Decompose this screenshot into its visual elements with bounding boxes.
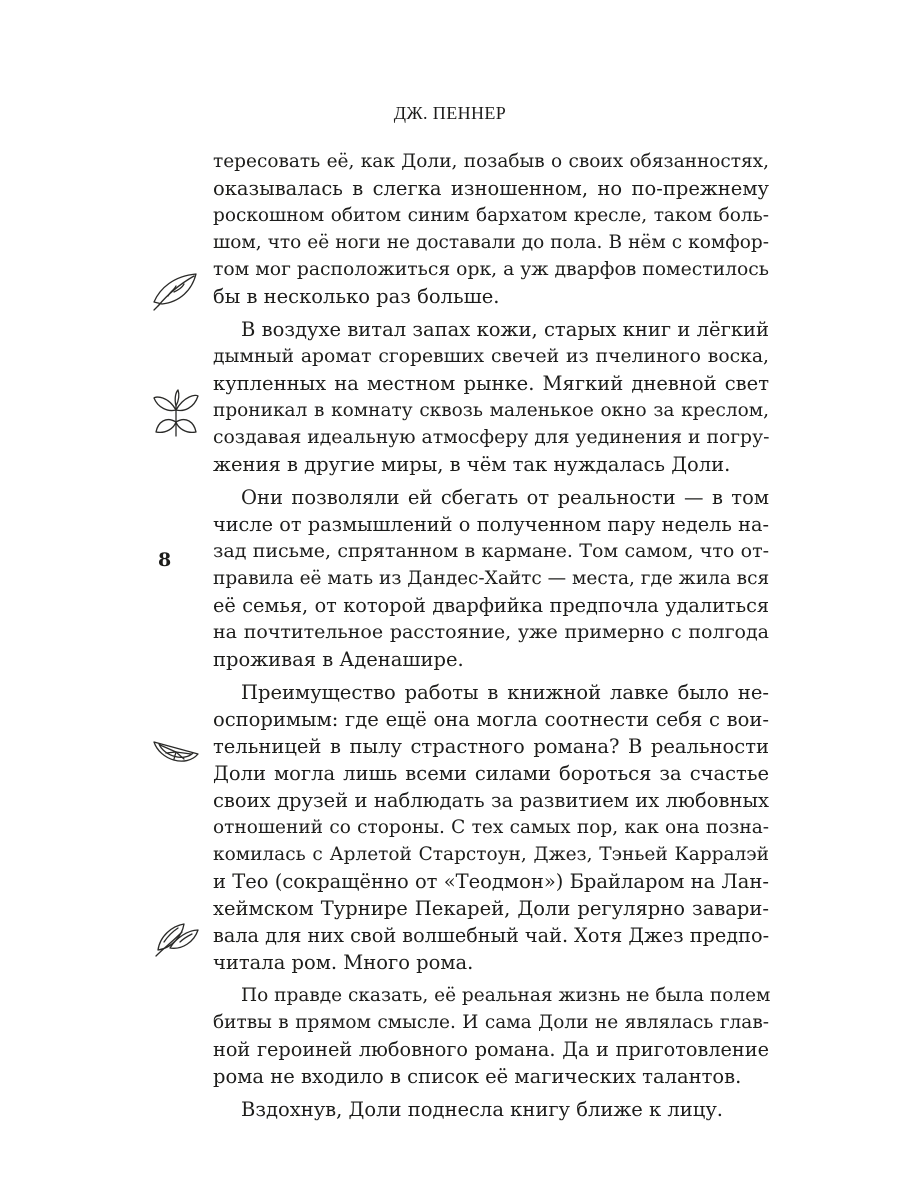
text-line: читала ром. Много рома. xyxy=(213,951,474,974)
paragraph xyxy=(213,982,769,1090)
text-line: дымный аромат сгоревших свечей из пчелиного воска, xyxy=(213,346,769,367)
text-line: купленных на местном рынке. Мягкий дневной свет xyxy=(213,372,769,395)
text-line: Преимущество работы в книжной лавке было не- xyxy=(241,681,769,704)
text-line: битвы в прямом смысле. И сама Доли не являлась глав- xyxy=(213,1012,769,1033)
text-line: проникал в комнату сквозь маленькое окно за креслом, xyxy=(213,400,769,421)
text-line: Доли могла лишь всеми силами бороться за счастье xyxy=(213,762,769,785)
text-line: вала для них свой волшебный чай. Хотя Джез предпо- xyxy=(213,924,770,947)
text-line: проживая в Аденашире. xyxy=(213,648,464,671)
text-line: бы в несколько раз больше. xyxy=(213,285,500,308)
text-line: рома не входило в список её магических талантов. xyxy=(213,1065,742,1088)
paragraph xyxy=(213,148,769,310)
page-number: 8 xyxy=(158,549,172,571)
body-text xyxy=(213,148,769,1123)
text-line: роскошном обитом синим бархатом кресле, таком боль- xyxy=(213,205,769,226)
flower-petals-icon xyxy=(150,912,202,964)
text-line: Вздохнув, Доли поднесла книгу ближе к лицу. xyxy=(241,1098,723,1121)
citrus-slice-icon xyxy=(150,722,202,774)
text-line: комилась с Арлетой Старстоун, Джез, Тэньей Карралэй xyxy=(213,844,769,865)
text-line: жения в другие миры, в чём так нуждалась Доли. xyxy=(213,453,731,476)
paragraph xyxy=(213,1096,769,1123)
text-line: тельницей в пылу страстного романа? В реальности xyxy=(213,735,769,758)
text-line: оспоримым: где ещё она могла соотнести себя с вои- xyxy=(213,708,769,731)
text-line: правила её мать из Дандес-Хайтс — места, где жила вся xyxy=(213,568,770,589)
text-line: В воздухе витал запах кожи, старых книг и лёгкий xyxy=(241,318,769,341)
text-line: зад письме, спрятанном в кармане. Том самом, что от- xyxy=(213,540,769,562)
leaf-icon xyxy=(150,262,202,314)
text-line: тересовать её, как Доли, позабыв о своих обязанностях, xyxy=(213,151,769,172)
text-line: ной героиней любовного романа. Да и приготовление xyxy=(213,1038,769,1061)
text-line: числе от размышлений о полученном пару недель на- xyxy=(213,513,769,536)
running-header: ДЖ. ПЕННЕР xyxy=(393,103,507,123)
text-line: хеймском Турнире Пекарей, Доли регулярно завари- xyxy=(213,897,769,920)
text-line: отношений со стороны. С тех самых пор, как она позна- xyxy=(213,817,769,838)
paragraph xyxy=(213,484,769,673)
text-line: Они позволяли ей сбегать от реальности — в том xyxy=(241,486,769,509)
text-line: создавая идеальную атмосферу для уединения и погру- xyxy=(213,427,770,448)
text-line: шом, что её ноги не доставали до пола. В нём с комфор- xyxy=(213,232,769,253)
paragraph xyxy=(213,316,769,478)
paragraph xyxy=(213,679,769,976)
text-line: её семья, от которой дварфийка предпочла удалиться xyxy=(213,594,769,617)
basil-sprig-icon xyxy=(150,388,202,440)
text-line: и Тео (сокращённо от «Теодмон») Брайларом на Лан- xyxy=(213,870,769,893)
text-line: своих друзей и наблюдать за развитием их любовных xyxy=(213,789,769,812)
text-line: том мог расположиться орк, а уж дварфов поместилось xyxy=(213,259,769,280)
text-line: оказывалась в слегка изношенном, но по-прежнему xyxy=(213,177,769,200)
text-line: По правде сказать, её реальная жизнь не была полем xyxy=(241,985,771,1006)
text-line: на почтительное расстояние, уже примерно с полгода xyxy=(213,621,769,643)
